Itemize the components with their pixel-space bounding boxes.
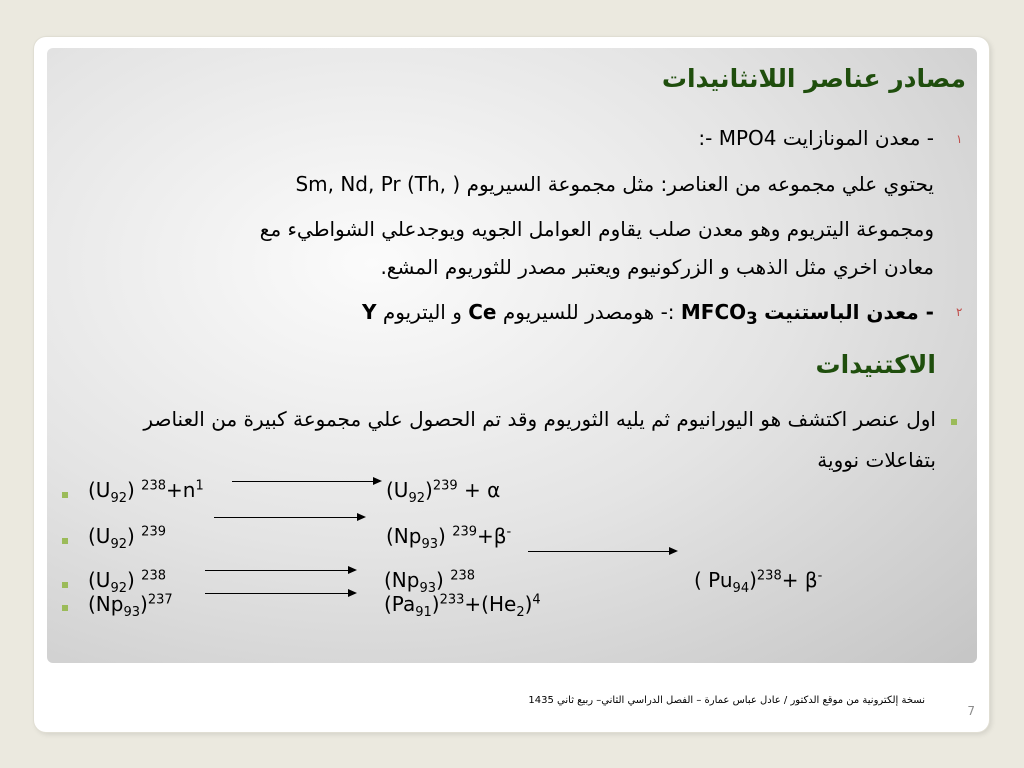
reaction4-left: $(Np_{93})^{237}$ [88,592,173,620]
item1-line2 [295,172,934,196]
item1-suffix: :- [698,126,713,150]
footer-text: نسخة إلكترونية من موقع الدكتور / عادل عباس عمارة – الفصل الدراسي الثاني– ربيع ثاني 1435 [528,695,925,706]
item1-line2-elements: Sm, Nd, Pr (Th, [295,172,447,196]
actinide-text-line1: اول عنصر اكتشف هو اليورانيوم ثم يليه الثوريوم وقد تم الحصول علي مجموعة كبيرة من العناصر [143,407,936,431]
item1-line4: معادن اخري مثل الذهب و الزركونيوم ويعتبر مصدر للثوريوم المشع. [380,255,934,279]
item2-and-yttrium: و اليتريوم [382,300,462,324]
item1-line3: ومجموعة اليتريوم وهو معدن صلب يقاوم العوامل الجويه ويوجدعلي الشواطيء مع [259,217,934,241]
item-number-2: ٢ [956,305,963,319]
bullet-icon [62,492,68,498]
item1-prefix: - معدن المونازايت [782,126,934,150]
item2-label: - معدن الباستنيت [764,300,934,324]
item2-line [362,300,934,328]
item2-y: Y [361,300,377,324]
reaction1-left: $(U_{92})$ $^{238}+n^1$ [88,478,204,506]
reaction4-right: $(Pa_{91})^{233}+(He_2)^4$ [384,592,541,620]
reaction4-arrow [205,593,355,594]
reaction3-arrow-a [205,570,355,571]
item2-mid: :- هومصدر للسيريوم [502,300,675,324]
reaction2-arrow-b [528,551,676,552]
page-number: 7 [967,704,975,718]
bullet-icon [62,605,68,611]
actinide-text-line2: بتفاعلات نووية [817,448,936,472]
item1-line1 [698,126,934,150]
item2-ce: Ce [468,300,497,324]
item-number-1: ١ [956,132,963,146]
item1-formula: MPO4 [718,126,777,150]
bullet-icon [62,538,68,544]
reaction2-arrow-a [214,517,364,518]
item2-formula: $MFCO_3$ [680,300,758,328]
reaction3-left: $(U_{92})$ $^{238}$ [88,568,166,596]
bullet-icon [951,419,957,425]
reaction1-arrow [232,481,380,482]
section-title-actinides: الاكتنيدات [815,350,936,379]
reaction1-right: $(U_{92})^{239} + \alpha$ [386,478,501,506]
reaction3-far-product: ( $Pu_{94})^{238}+ \beta^-$ [694,568,823,596]
reaction2-right: $(Np_{93})$ $^{239}$+β- [386,524,512,552]
bullet-icon [62,582,68,588]
reaction2-left: $(U_{92})$ $^{239}$ [88,524,166,552]
reaction3-right: $(Np_{93})$ $^{238}$ [384,568,476,596]
item1-line2-arabic: يحتوي علي مجموعه من العناصر: مثل مجموعة السيريوم ( [452,172,934,196]
slide-title: مصادر عناصر اللانثانيدات [661,64,966,93]
